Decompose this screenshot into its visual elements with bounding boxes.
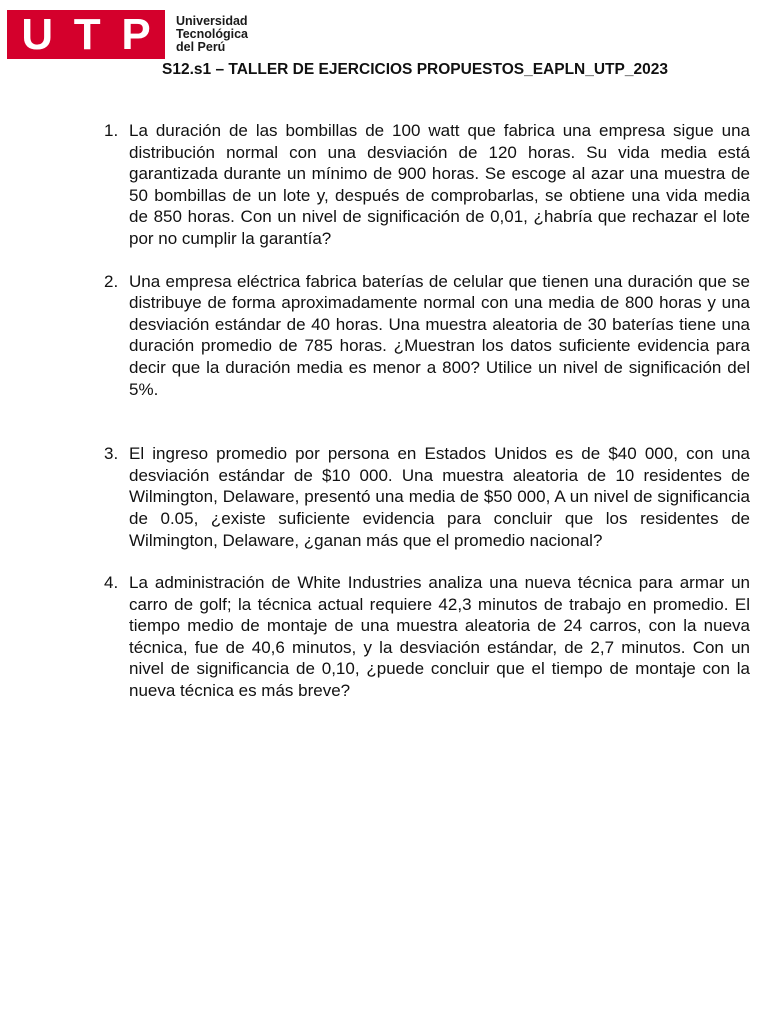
exercise-item xyxy=(104,120,750,250)
utp-logo xyxy=(7,10,165,59)
exercise-number: 3. xyxy=(104,444,119,464)
institution-line-2: Tecnológica xyxy=(176,27,249,41)
logo-letter-u: U xyxy=(21,9,54,59)
exercise-item xyxy=(104,572,750,702)
exercise-text: El ingreso promedio por persona en Estados Unidos es de $40 000, con una desviación estándar de $10 000. Una muestra aleatoria de 10 residentes de Wilmington, Delaware, presentó una media de $50 000, A un nivel de significancia de 0.05, ¿existe suficiente evidencia para concluir que los residentes de Wilmington, Delaware, ¿ganan más que el promedio nacional? xyxy=(129,444,750,550)
exercise-text: La administración de White Industries analiza una nueva técnica para armar un carro de golf; la técnica actual requiere 42,3 minutos de trabajo en promedio. El tiempo medio de montaje de una muestra aleatoria de 24 carros, con la nueva técnica, fue de 40,6 minutos, y la desviación estándar, de 2,7 minutos. Con un nivel de significancia de 0,10, ¿puede concluir que el tiempo de montaje con la nueva técnica es más breve? xyxy=(129,573,750,701)
logo-letter-t: T xyxy=(73,9,101,59)
document-title: S12.s1 – TALLER DE EJERCICIOS PROPUESTOS_EAPLN_UTP_2023 xyxy=(162,61,668,78)
exercise-text: Una empresa eléctrica fabrica baterías de celular que tienen una duración que se distribuye de forma aproximadamente normal con una media de 800 horas y una desviación estándar de 40 horas. Una muestra aleatoria de 30 baterías tiene una duración promedio de 785 horas. ¿Muestran los datos suficiente evidencia para decir que la duración media es menor a 800? Utilice un nivel de significación del 5%. xyxy=(129,271,750,399)
institution-line-1: Universidad xyxy=(176,14,248,28)
exercise-number: 1. xyxy=(104,121,119,140)
exercise-text: La duración de las bombillas de 100 watt que fabrica una empresa sigue una distribución normal con una desviación de 120 horas. Su vida media está garantizada durante un mínimo de 900 horas. Se escoge al azar una muestra de 50 bombillas de un lote y, después de comprobarlas, se obtiene una vida media de 850 horas. Con un nivel de significación de 0,01, ¿habría que rechazar el lote por no cumplir la garantía? xyxy=(129,121,750,248)
logo-letter-p: P xyxy=(121,9,151,59)
institution-line-3: del Perú xyxy=(176,40,226,54)
institution-name xyxy=(176,15,248,54)
exercise-list xyxy=(104,120,750,702)
exercise-item xyxy=(104,443,750,551)
exercise-number: 2. xyxy=(104,271,119,291)
exercise-number: 4. xyxy=(104,573,119,593)
exercise-item xyxy=(104,271,750,401)
